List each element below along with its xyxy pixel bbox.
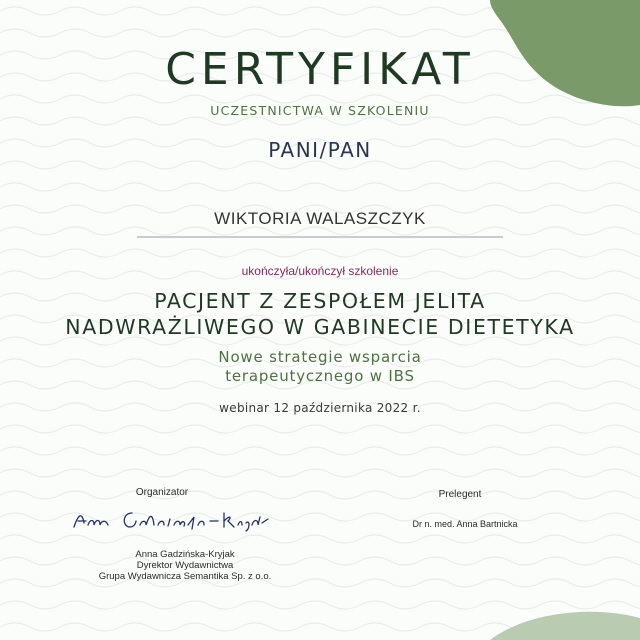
certificate-subtitle: UCZESTNICTWA W SZKOLENIU xyxy=(210,103,430,118)
course-date: webinar 12 października 2022 r. xyxy=(219,401,421,415)
participant-name: WIKTORIA WALASZCZYK xyxy=(214,209,426,228)
course-subtitle xyxy=(0,348,640,386)
course-title-line-1: PACJENT Z ZESPOŁEM JELITA xyxy=(154,289,486,313)
name-underline xyxy=(137,236,503,238)
completed-label: ukończyła/ukończył szkolenie xyxy=(241,264,399,278)
organizer-company: Grupa Wydawnicza Semantika Sp. z o.o. xyxy=(98,571,272,582)
organizer-role: Dyrektor Wydawnictwa xyxy=(136,560,234,571)
course-title xyxy=(0,288,640,340)
course-subtitle-line-2: terapeutycznego w IBS xyxy=(225,367,415,385)
organizer-signature xyxy=(70,505,270,533)
certificate-title: CERTYFIKAT xyxy=(165,44,475,95)
presenter-name: Dr n. med. Anna Bartnicka xyxy=(412,519,518,529)
organizer-name: Anna Gadzińska-Kryjak xyxy=(135,549,235,560)
course-title-line-2: NADWRAŻLIWEGO W GABINECIE DIETETYKA xyxy=(65,315,575,339)
honorific: PANI/PAN xyxy=(268,138,372,162)
bottom-right-leaf-decoration xyxy=(490,600,640,640)
presenter-heading: Prelegent xyxy=(438,489,482,500)
organizer-details xyxy=(60,549,310,582)
course-subtitle-line-1: Nowe strategie wsparcia xyxy=(218,348,422,366)
organizer-heading: Organizator xyxy=(135,487,189,498)
